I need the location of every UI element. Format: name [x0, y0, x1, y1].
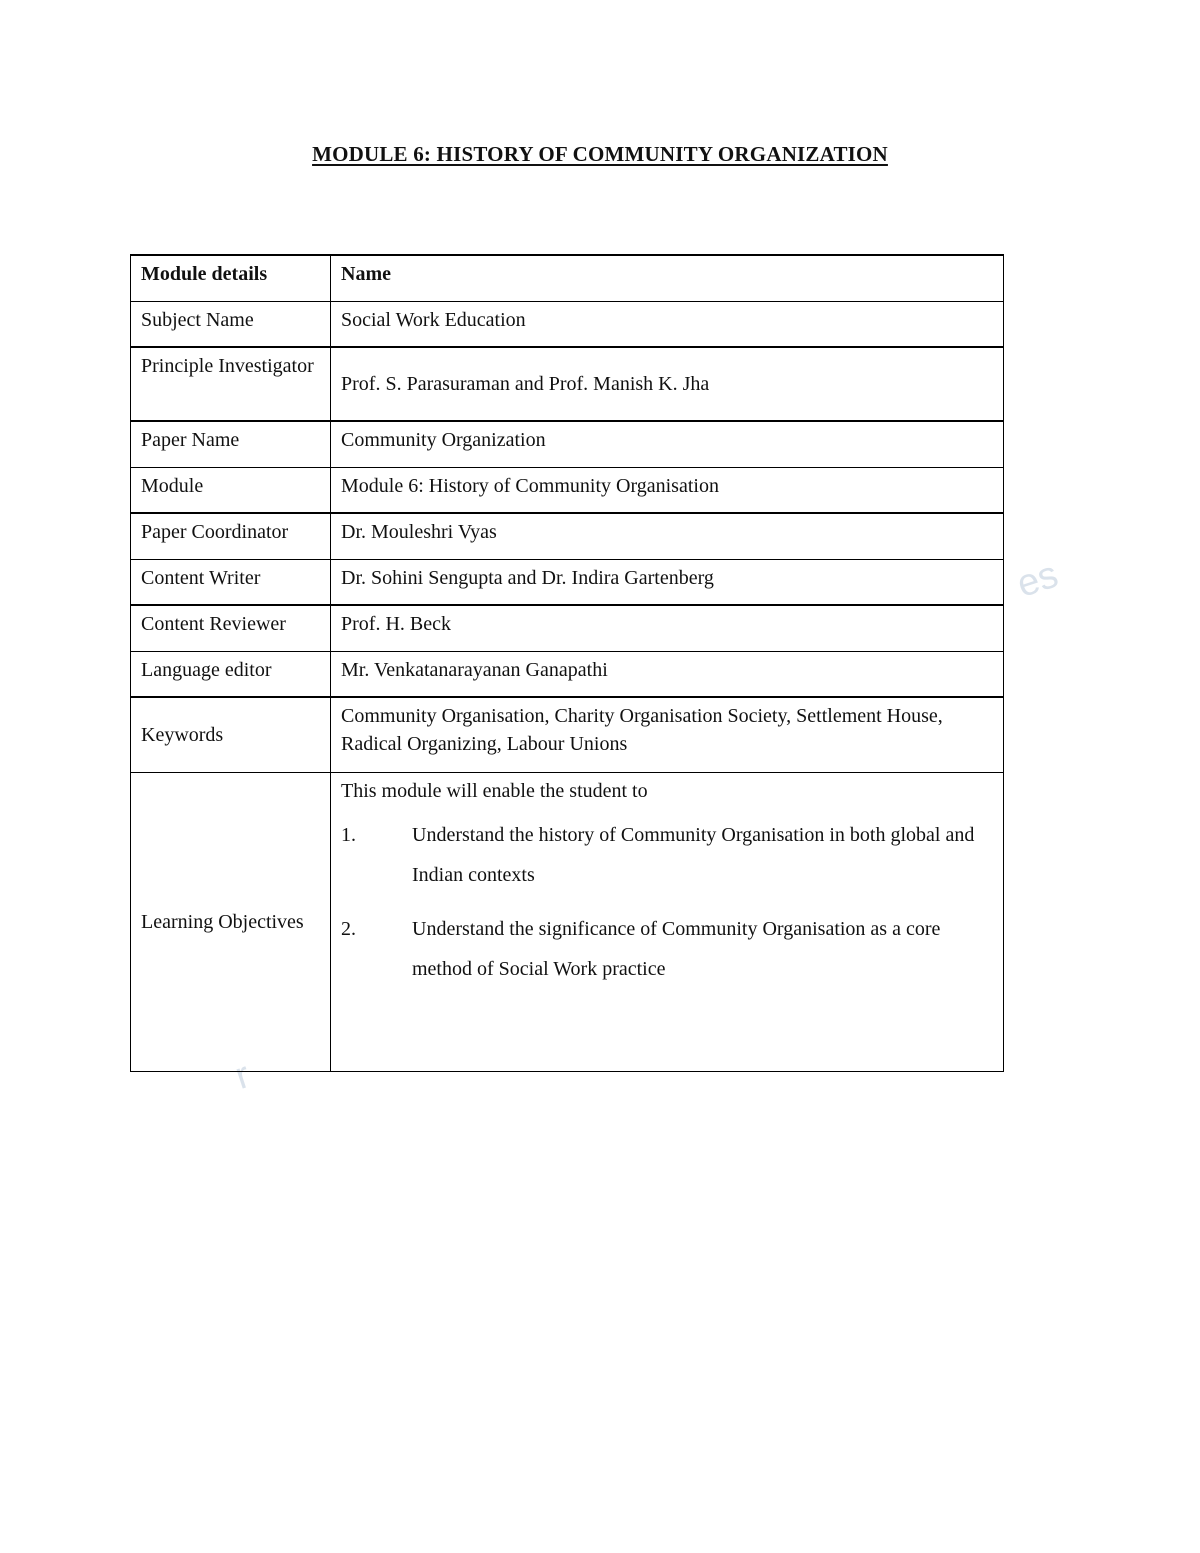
module-details-table: [130, 254, 1004, 1072]
objective-item: [341, 909, 993, 989]
row-label-content-writer: Content Writer: [131, 559, 331, 605]
watermark-fragment-right: es: [1012, 553, 1064, 606]
table-row: [131, 347, 1004, 421]
objective-number: 2.: [341, 917, 356, 940]
table-row: [131, 651, 1004, 697]
row-label-paper-name: Paper Name: [131, 421, 331, 467]
watermark-fragment-left: r: [230, 1054, 256, 1098]
row-value-content-reviewer: Prof. H. Beck: [331, 605, 1004, 651]
row-label-subject-name: Subject Name: [131, 301, 331, 347]
table-row: [131, 301, 1004, 347]
row-label-keywords: Keywords: [131, 697, 331, 772]
row-label-paper-coordinator: Paper Coordinator: [131, 513, 331, 559]
row-value-paper-name: Community Organization: [331, 421, 1004, 467]
table-row: [131, 605, 1004, 651]
table-row: [131, 772, 1004, 1071]
objective-item: [341, 815, 993, 895]
row-label-language-editor: Language editor: [131, 651, 331, 697]
row-value-principle-investigator: Prof. S. Parasuraman and Prof. Manish K. Jha: [331, 347, 1004, 421]
header-module-details: Module details: [131, 255, 331, 301]
table-row: [131, 697, 1004, 772]
row-value-language-editor: Mr. Venkatanarayanan Ganapathi: [331, 651, 1004, 697]
objective-text: Understand the history of Community Organisation in both global and Indian contexts: [412, 823, 975, 886]
table-row: [131, 421, 1004, 467]
row-value-paper-coordinator: Dr. Mouleshri Vyas: [331, 513, 1004, 559]
row-label-module: Module: [131, 467, 331, 513]
row-label-principle-investigator: Principle Investigator: [131, 347, 331, 421]
row-label-content-reviewer: Content Reviewer: [131, 605, 331, 651]
row-value-module: Module 6: History of Community Organisation: [331, 467, 1004, 513]
objective-number: 1.: [341, 823, 356, 846]
table-header-row: [131, 255, 1004, 301]
row-value-keywords: Community Organisation, Charity Organisation Society, Settlement House, Radical Organizing, Labour Unions: [331, 697, 1004, 772]
page-title: MODULE 6: HISTORY OF COMMUNITY ORGANIZATION: [312, 142, 888, 166]
objective-text: Understand the significance of Community Organisation as a core method of Social Work practice: [412, 917, 941, 980]
table-row: [131, 513, 1004, 559]
row-value-content-writer: Dr. Sohini Sengupta and Dr. Indira Gartenberg: [331, 559, 1004, 605]
learning-objectives-cell: [331, 772, 1004, 1071]
row-label-learning-objectives: Learning Objectives: [131, 772, 331, 1071]
table-row: [131, 467, 1004, 513]
row-value-subject-name: Social Work Education: [331, 301, 1004, 347]
table-row: [131, 559, 1004, 605]
header-name: Name: [331, 255, 1004, 301]
objectives-intro: This module will enable the student to: [341, 779, 648, 802]
